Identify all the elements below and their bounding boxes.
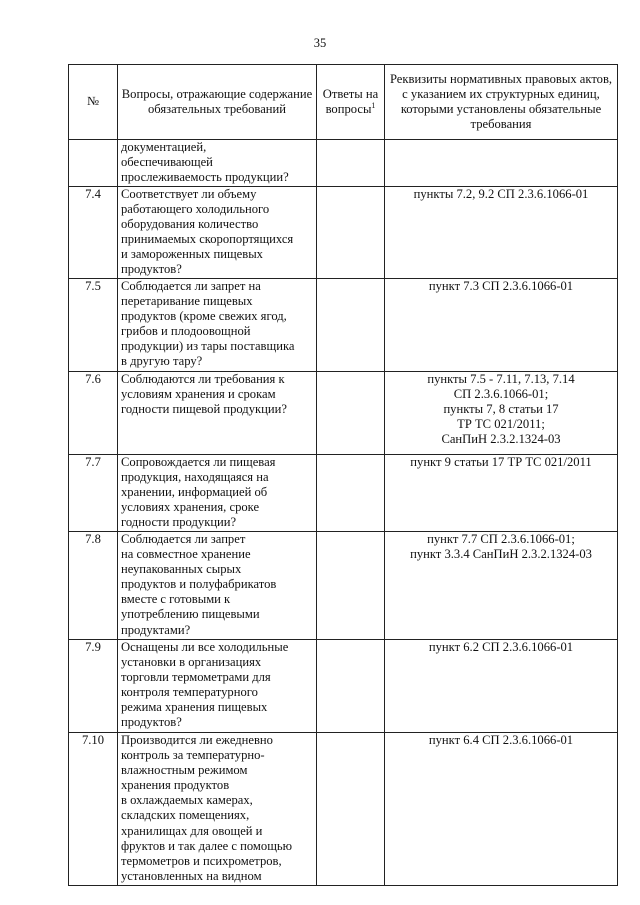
row-number: 7.5	[69, 279, 118, 372]
row-answer	[317, 733, 385, 886]
row-question: документацией, обеспечивающей прослеживаемость продукции?	[118, 140, 317, 187]
header-questions: Вопросы, отражающие содержание обязательных требований	[118, 65, 317, 140]
row-answer	[317, 279, 385, 372]
row-number: 7.7	[69, 455, 118, 532]
row-question: Соблюдаются ли требования к условиям хранения и срокам годности пищевой продукции?	[118, 372, 317, 455]
row-question: Оснащены ли все холодильные установки в организациях торговли термометрами для контроля температурного режима хранения пищевых продуктов?	[118, 640, 317, 733]
header-answers	[317, 65, 385, 140]
row-number: 7.6	[69, 372, 118, 455]
row-reference: пункт 6.2 СП 2.3.6.1066-01	[385, 640, 618, 733]
table-row	[69, 455, 618, 532]
row-answer	[317, 640, 385, 733]
row-answer	[317, 140, 385, 187]
row-question: Сопровождается ли пищевая продукция, находящаяся на хранении, информацией об условиях хранения, сроке годности продукции?	[118, 455, 317, 532]
row-reference: пункт 9 статьи 17 ТР ТС 021/2011	[385, 455, 618, 532]
row-question: Соблюдается ли запрет на перетаривание пищевых продуктов (кроме свежих ягод, грибов и плодоовощной продукции) из тары поставщика в другую тару?	[118, 279, 317, 372]
row-number: 7.10	[69, 733, 118, 886]
row-reference	[385, 140, 618, 187]
table-row	[69, 532, 618, 640]
row-question: Соответствует ли объему работающего холодильного оборудования количество принимаемых скоропортящихся и замороженных пищевых продуктов?	[118, 187, 317, 279]
row-reference: пункт 7.3 СП 2.3.6.1066-01	[385, 279, 618, 372]
row-number: 7.4	[69, 187, 118, 279]
table-row	[69, 372, 618, 455]
requirements-table	[68, 64, 618, 886]
table-row	[69, 733, 618, 886]
row-number	[69, 140, 118, 187]
header-num: №	[69, 65, 118, 140]
header-references: Реквизиты нормативных правовых актов, с указанием их структурных единиц, которыми установлены обязательные требования	[385, 65, 618, 140]
row-answer	[317, 455, 385, 532]
table-row	[69, 640, 618, 733]
footnote-mark: 1	[371, 100, 376, 110]
table-row	[69, 140, 618, 187]
table-header-row	[69, 65, 618, 140]
table-row	[69, 279, 618, 372]
page-number: 35	[313, 36, 327, 50]
row-number: 7.8	[69, 532, 118, 640]
row-answer	[317, 372, 385, 455]
row-answer	[317, 187, 385, 279]
row-reference: пункт 7.7 СП 2.3.6.1066-01; пункт 3.3.4 СанПиН 2.3.2.1324-03	[385, 532, 618, 640]
header-answers-text: Ответы на вопросы	[322, 86, 379, 116]
row-reference: пункты 7.5 - 7.11, 7.13, 7.14 СП 2.3.6.1066-01; пункты 7, 8 статьи 17 ТР ТС 021/2011; СанПиН 2.3.2.1324-03	[385, 372, 618, 455]
row-answer	[317, 532, 385, 640]
row-number: 7.9	[69, 640, 118, 733]
row-reference: пункты 7.2, 9.2 СП 2.3.6.1066-01	[385, 187, 618, 279]
table-row	[69, 187, 618, 279]
row-question: Производится ли ежедневно контроль за температурно- влажностным режимом хранения продуктов в охлаждаемых камерах, складских помещениях, хранилищах для овощей и фруктов и так далее с помощью термометров и психрометров, установленных на видном	[118, 733, 317, 886]
row-question: Соблюдается ли запрет на совместное хранение неупакованных сырых продуктов и полуфабрикатов вместе с готовыми к употреблению пищевыми продуктами?	[118, 532, 317, 640]
row-reference: пункт 6.4 СП 2.3.6.1066-01	[385, 733, 618, 886]
